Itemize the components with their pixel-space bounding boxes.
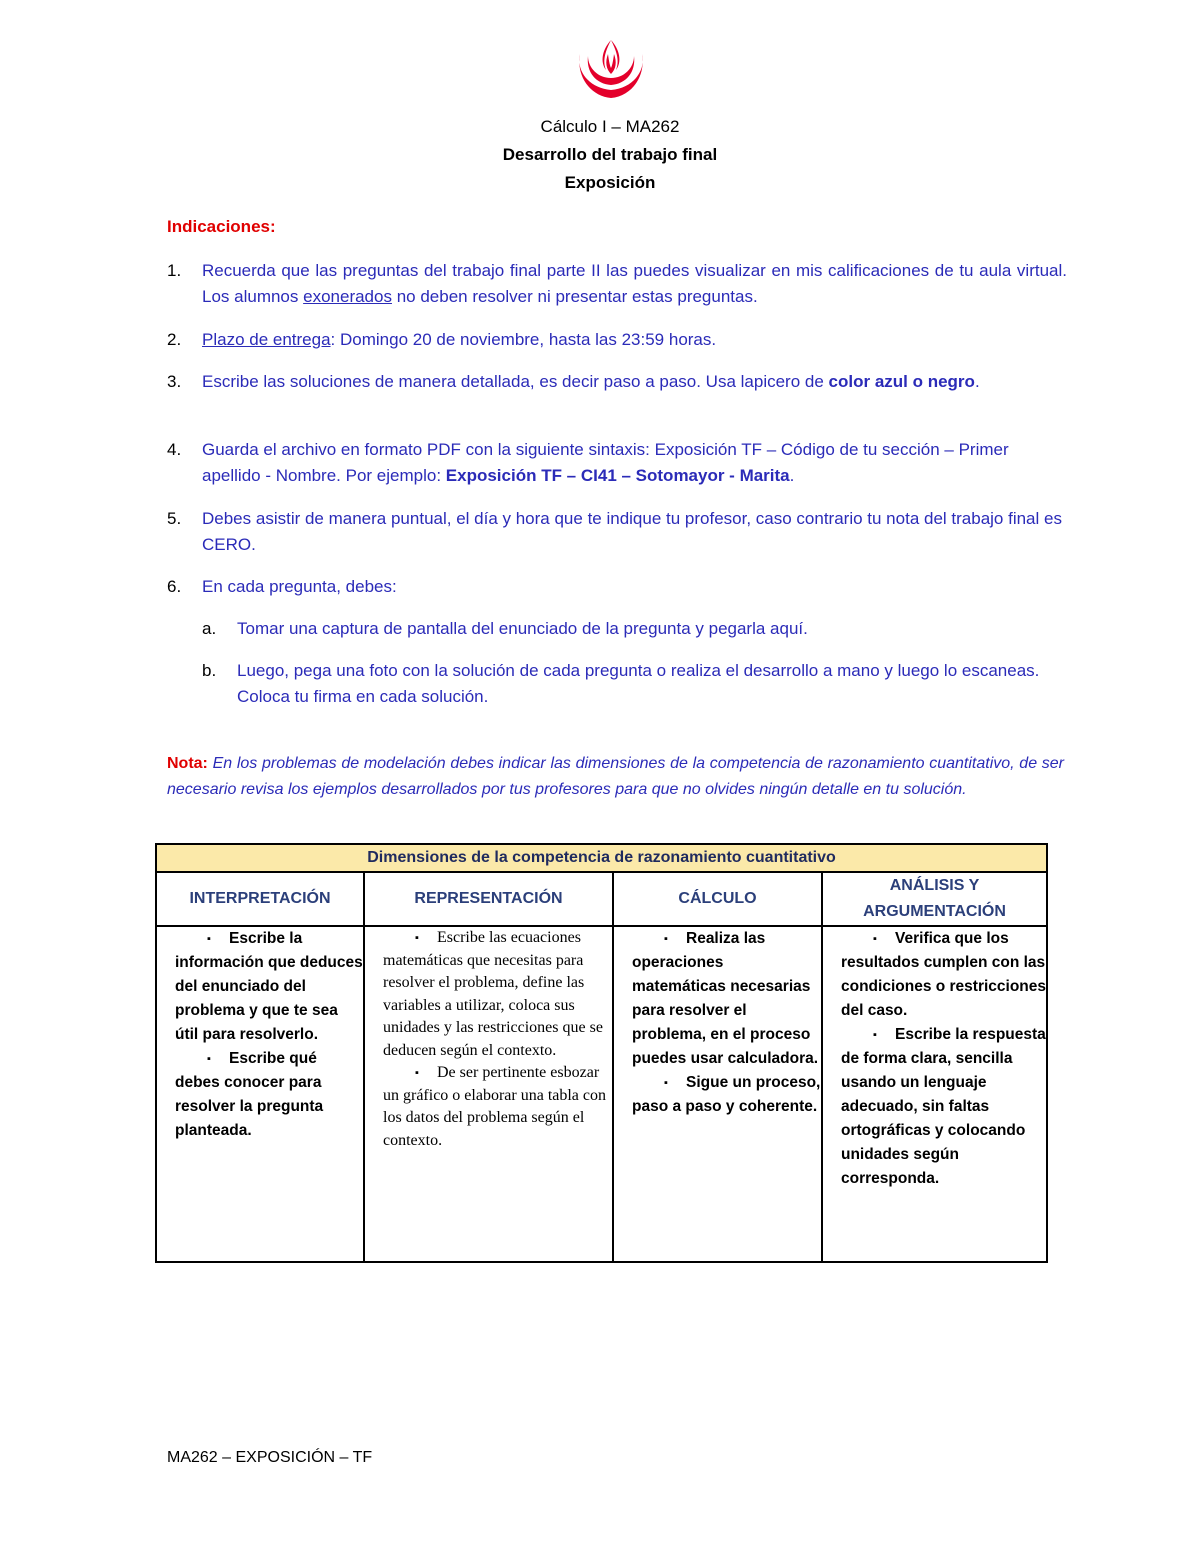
sub-item-text: Tomar una captura de pantalla del enunciado de la pregunta y pegarla aquí. — [237, 619, 808, 638]
cell-representacion — [364, 926, 613, 1262]
page-footer: MA262 – EXPOSICIÓN – TF — [167, 1449, 373, 1466]
item-text: Recuerda que las preguntas del trabajo final parte II las puedes visualizar en mis calificaciones de tu aula virtual. Los alumnos exonerados no deben resolver ni presentar estas preguntas. — [202, 261, 1067, 306]
sub-item-letter: b. — [202, 661, 217, 680]
table-caption: Dimensiones de la competencia de razonamiento cuantitativo — [156, 844, 1047, 872]
bullet-item: ▪ De ser pertinente esbozar un gráfico o elaborar una tabla con los datos del problema según el contexto. — [365, 1062, 612, 1152]
item-number: 3. — [167, 372, 182, 391]
item-number: 1. — [167, 261, 182, 280]
bullet-item: ▪ Escribe qué debes conocer para resolver la pregunta planteada. — [157, 1047, 363, 1143]
header-representacion: REPRESENTACIÓN — [364, 872, 613, 926]
document-title-block — [0, 113, 1200, 197]
section-title: Exposición — [564, 173, 656, 192]
nota-text: En los problemas de modelación debes indicar las dimensiones de la competencia de razonamiento cuantitativo, de ser necesario revisa los ejemplos desarrollados por tus profesores para que no olvides ningún detalle en tu solución. — [167, 755, 1064, 798]
bullet-item: ▪ Verifica que los resultados cumplen con las condiciones o restricciones del caso. — [823, 927, 1046, 1023]
sub-item-text: Luego, pega una foto con la solución de cada pregunta o realiza el desarrollo a mano y luego lo escaneas. Coloca tu firma en cada solución. — [237, 661, 1040, 706]
nota-paragraph — [167, 751, 1064, 803]
bullet-item: ▪ Escribe la respuesta de forma clara, sencilla usando un lenguaje adecuado, sin faltas ortográficas y colocando unidades según corresponda. — [823, 1023, 1046, 1191]
header-calculo: CÁLCULO — [613, 872, 822, 926]
item-number: 5. — [167, 509, 182, 528]
document-subtitle: Desarrollo del trabajo final — [502, 145, 718, 164]
item-text: Debes asistir de manera puntual, el día y hora que te indique tu profesor, caso contrario tu nota del trabajo final es CERO. — [202, 509, 1062, 554]
university-logo — [572, 36, 650, 104]
bullet-item: ▪ Escribe la información que deduces del enunciado del problema y que te sea útil para resolverlo. — [157, 927, 363, 1047]
item-text: Guarda el archivo en formato PDF con la siguiente sintaxis: Exposición TF – Código de tu sección – Primer apellido - Nombre. Por ejemplo: Exposición TF – CI41 – Sotomayor - Marita. — [202, 440, 1009, 485]
item-text: Plazo de entrega: Domingo 20 de noviembre, hasta las 23:59 horas. — [202, 330, 717, 349]
course-title: Cálculo I – MA262 — [540, 117, 680, 136]
bullet-item: ▪ Sigue un proceso, paso a paso y coherente. — [614, 1071, 821, 1119]
dimensions-table — [155, 843, 1048, 1263]
item-number: 2. — [167, 330, 182, 349]
sub-item-letter: a. — [202, 619, 217, 638]
item-number: 6. — [167, 577, 182, 596]
cell-interpretacion — [156, 926, 364, 1262]
item-number: 4. — [167, 440, 182, 459]
plazo-underlined: Plazo de entrega — [202, 330, 331, 349]
cell-analisis — [822, 926, 1047, 1262]
cell-calculo — [613, 926, 822, 1262]
bullet-item: ▪ Realiza las operaciones matemáticas necesarias para resolver el problema, en el proceso puedes usar calculadora. — [614, 927, 821, 1071]
item-text: Escribe las soluciones de manera detallada, es decir paso a paso. Usa lapicero de color azul o negro. — [202, 372, 980, 391]
nota-label: Nota: — [167, 755, 208, 772]
indicaciones-heading: Indicaciones: — [167, 217, 276, 236]
bullet-item: ▪ Escribe las ecuaciones matemáticas que necesitas para resolver el problema, define las variables a utilizar, coloca sus unidades y las restricciones que se deducen según el contexto. — [365, 927, 612, 1062]
exonerados-underlined: exonerados — [303, 287, 392, 306]
header-interpretacion: INTERPRETACIÓN — [156, 872, 364, 926]
header-analisis: ANÁLISIS Y ARGUMENTACIÓN — [822, 872, 1047, 926]
item-text: En cada pregunta, debes: — [202, 577, 397, 596]
